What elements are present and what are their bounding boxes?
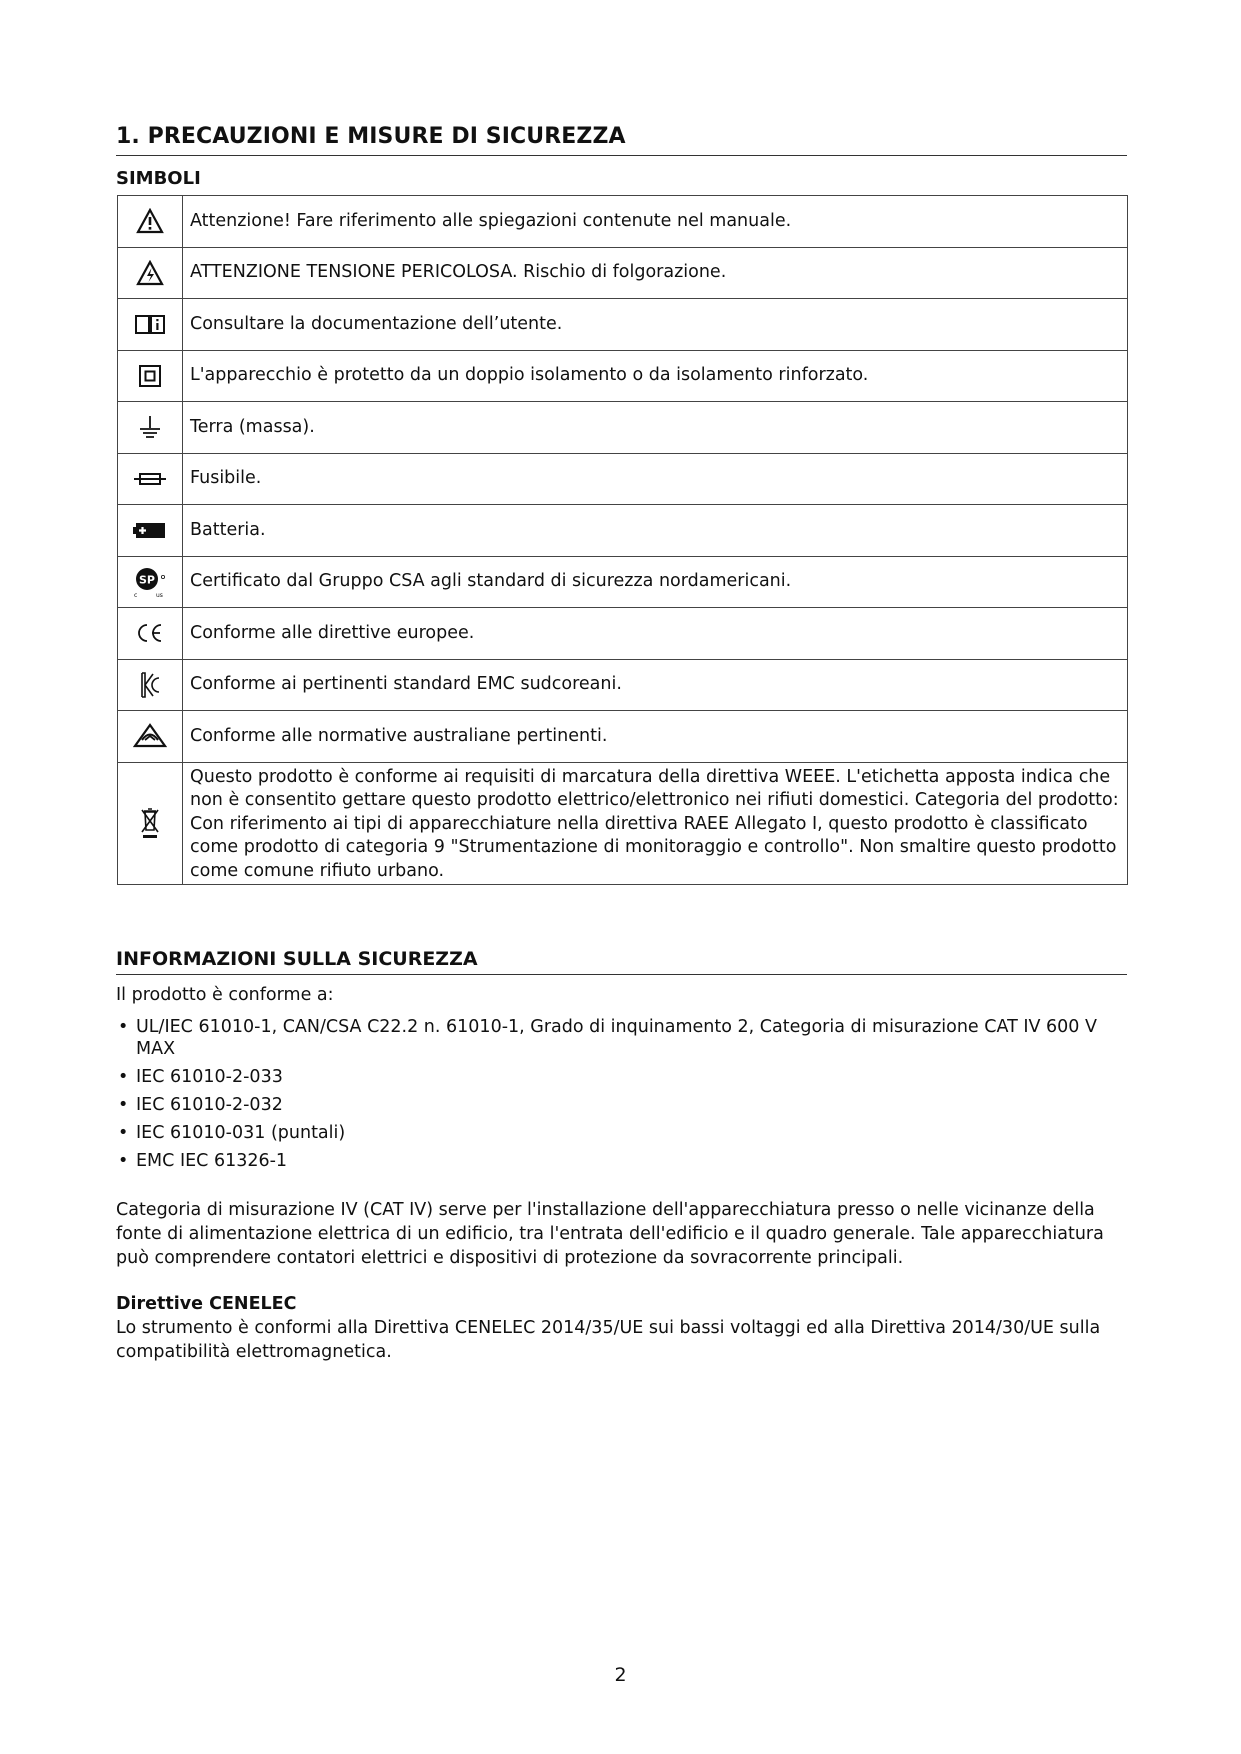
symbol-description: L'apparecchio è protetto da un doppio isolamento o da isolamento rinforzato. — [183, 350, 1128, 402]
symbol-cell — [118, 608, 183, 660]
list-item — [116, 1016, 1127, 1060]
symbol-cell — [118, 350, 183, 402]
symbol-row — [118, 350, 1128, 402]
list-item — [116, 1122, 1127, 1144]
cenelec-title: Direttive CENELEC — [116, 1294, 297, 1314]
svg-text:SP: SP — [139, 573, 155, 587]
symbol-row — [118, 762, 1128, 885]
ce-mark-icon — [135, 622, 165, 644]
svg-text:c: c — [134, 591, 138, 599]
ground-icon — [137, 414, 163, 440]
symbol-cell — [118, 505, 183, 557]
symbol-row — [118, 711, 1128, 763]
page-number: 2 — [614, 1664, 627, 1686]
svg-text:us: us — [156, 591, 163, 599]
symbol-row — [118, 299, 1128, 351]
symbol-description: Conforme alle direttive europee. — [183, 608, 1128, 660]
symbol-row — [118, 402, 1128, 454]
kc-mark-icon — [138, 670, 162, 700]
safety-intro: Il prodotto è conforme a: — [116, 985, 334, 1005]
symbols-heading: SIMBOLI — [116, 168, 201, 189]
symbol-cell — [118, 659, 183, 711]
battery-icon — [133, 520, 167, 540]
symbol-description: Conforme alle normative australiane pertinenti. — [183, 711, 1128, 763]
symbol-description: Consultare la documentazione dell’utente. — [183, 299, 1128, 351]
list-item — [116, 1094, 1127, 1116]
warning-triangle-icon — [136, 208, 164, 234]
cenelec-text: Lo strumento è conformi alla Direttiva CENELEC 2014/35/UE sui bassi voltaggi ed alla Direttiva 2014/30/UE sulla compatibilità elettromagnetica. — [116, 1318, 1101, 1362]
standard-text: IEC 61010-2-032 — [136, 1095, 283, 1115]
symbols-table — [117, 195, 1128, 885]
bullet-icon: • — [118, 1151, 129, 1171]
fuse-icon — [133, 471, 167, 487]
standard-text: IEC 61010-031 (puntali) — [136, 1123, 346, 1143]
symbol-description: ATTENZIONE TENSIONE PERICOLOSA. Rischio di folgorazione. — [183, 247, 1128, 299]
bullet-icon: • — [118, 1067, 129, 1087]
symbol-row — [118, 196, 1128, 248]
bullet-icon: • — [118, 1123, 129, 1143]
standard-text: IEC 61010-2-033 — [136, 1067, 283, 1087]
symbol-row — [118, 659, 1128, 711]
symbol-row — [118, 505, 1128, 557]
symbol-cell — [118, 711, 183, 763]
csa-mark-icon — [130, 565, 170, 599]
user-manual-icon — [134, 312, 166, 336]
symbol-description: Terra (massa). — [183, 402, 1128, 454]
symbol-cell — [118, 762, 183, 885]
symbol-cell — [118, 247, 183, 299]
symbol-cell — [118, 299, 183, 351]
bullet-icon: • — [118, 1095, 129, 1115]
symbol-cell — [118, 196, 183, 248]
symbol-description: Questo prodotto è conforme ai requisiti di marcatura della direttiva WEEE. L'etichetta apposta indica che non è consentito gettare questo prodotto elettrico/elettronico nei rifiuti domestici. Categoria del prodotto: Con riferimento ai tipi di apparecchiature nella direttiva RAEE Allegato I, questo prodotto è classificato come prodotto di categoria 9 "Strumentazione di monitoraggio e controllo". Non smaltire questo prodotto come comune rifiuto urbano. — [183, 762, 1128, 885]
symbol-cell — [118, 556, 183, 608]
symbol-description: Fusibile. — [183, 453, 1128, 505]
rcm-mark-icon — [133, 723, 167, 749]
standard-text: EMC IEC 61326-1 — [136, 1151, 288, 1171]
symbol-row — [118, 247, 1128, 299]
category-paragraph: Categoria di misurazione IV (CAT IV) serve per l'installazione dell'apparecchiatura presso o nelle vicinanze della fonte di alimentazione elettrica di un edificio, tra l'entrata dell'edificio e il quadro generale. Tale apparecchiatura può comprendere contatori elettrici e dispositivi di protezione da sovracorrente principali. — [116, 1200, 1104, 1268]
safety-heading: INFORMAZIONI SULLA SICUREZZA — [116, 948, 1127, 975]
standards-list — [116, 1016, 1127, 1178]
bullet-icon: • — [118, 1017, 129, 1037]
symbol-row — [118, 608, 1128, 660]
symbol-cell — [118, 402, 183, 454]
list-item — [116, 1150, 1127, 1172]
symbol-description: Conforme ai pertinenti standard EMC sudcoreani. — [183, 659, 1128, 711]
symbol-row — [118, 556, 1128, 608]
high-voltage-icon — [136, 260, 164, 286]
page-title: 1. PRECAUZIONI E MISURE DI SICUREZZA — [116, 124, 1127, 156]
double-insulation-icon — [138, 364, 162, 388]
symbol-description: Certificato dal Gruppo CSA agli standard di sicurezza nordamericani. — [183, 556, 1128, 608]
weee-bin-icon — [140, 806, 160, 840]
symbol-description: Batteria. — [183, 505, 1128, 557]
symbol-row — [118, 453, 1128, 505]
symbol-cell — [118, 453, 183, 505]
standard-text: UL/IEC 61010-1, CAN/CSA C22.2 n. 61010-1, Grado di inquinamento 2, Categoria di misurazione CAT IV 600 V MAX — [136, 1017, 1097, 1059]
list-item — [116, 1066, 1127, 1088]
symbol-description: Attenzione! Fare riferimento alle spiegazioni contenute nel manuale. — [183, 196, 1128, 248]
